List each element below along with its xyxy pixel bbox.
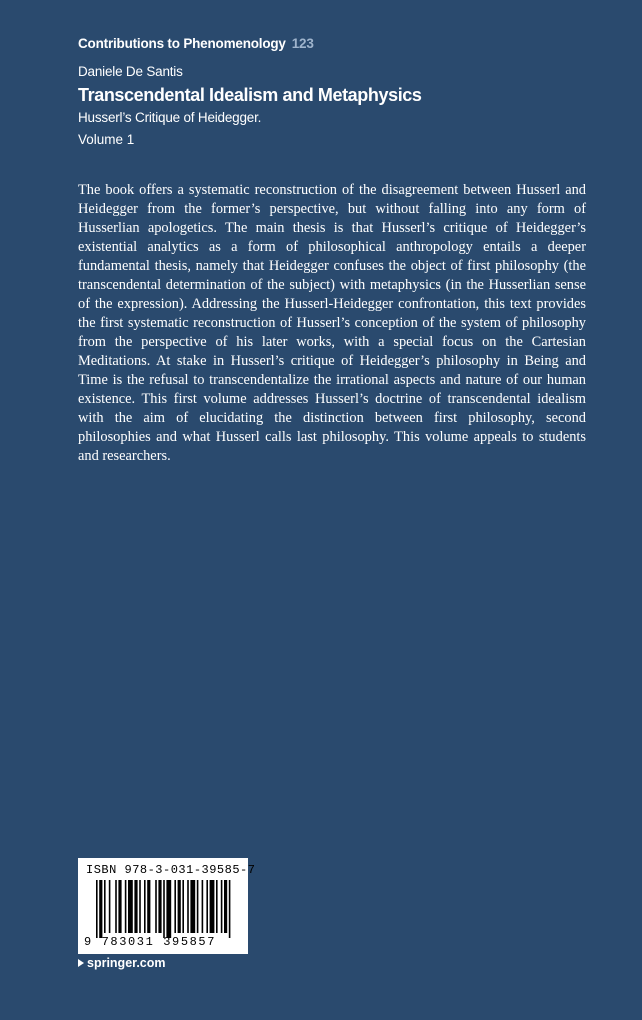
barcode-bar: [187, 880, 189, 933]
book-description: The book offers a systematic reconstruction of the disagreement between Husserl and Heidegger from the former’s perspective, but without falling into any form of Husserlian apologetics. The main thesis is that Husserl’s critique of Heidegger’s existential analytics as a form of philosophical anthropology entails a deeper fundamental thesis, namely that Heidegger confuses the object of first philosophy (the transcendental determination of the subject) with metaphysics (in the Husserlian sense of the expression). Addressing the Husserl-Heidegger confrontation, this text provides the first systematic reconstruction of Husserl’s conception of the system of philosophy from the perspective of his later works, with a special focus on the Cartesian Meditations. At stake in Husserl’s critique of Heidegger’s philosophy in Being and Time is the refusal to transcendentalize the irrational aspects and nature of our human existence. This first volume addresses Husserl’s doctrine of transcendental idealism with the aim of elucidating the distinction between first philosophy, second philosophies and what Husserl calls last philosophy. This volume appeals to students and researchers.: [78, 182, 586, 464]
author-name: Daniele De Santis: [78, 64, 183, 79]
barcode-bar: [125, 880, 127, 933]
barcode-bar: [166, 880, 171, 938]
book-title: Transcendental Idealism and Metaphysics: [78, 85, 422, 105]
barcode-bar: [109, 880, 111, 933]
barcode-bar: [134, 880, 137, 933]
barcode-digits: 9 783031 395857: [84, 935, 217, 949]
barcode-bar: [115, 880, 117, 933]
barcode-bar: [144, 880, 146, 933]
barcode-bar: [206, 880, 208, 933]
isbn-barcode: [78, 858, 256, 954]
barcode-bar: [229, 880, 231, 938]
series-name: Contributions to Phenomenology: [78, 36, 286, 51]
barcode-bar: [221, 880, 223, 933]
barcode-bar: [96, 880, 98, 938]
barcode-bar: [174, 880, 176, 933]
arrow-icon: [78, 959, 84, 967]
barcode-bar: [104, 880, 106, 933]
barcode-bar: [178, 880, 181, 933]
barcode-bar: [202, 880, 204, 933]
barcode-bar: [128, 880, 133, 933]
publisher-link-label: springer.com: [87, 956, 166, 970]
series-line: [78, 36, 314, 51]
publisher-link[interactable]: [78, 956, 166, 970]
series-number: 123: [291, 36, 314, 51]
barcode-bar: [163, 880, 165, 938]
barcode-bar: [224, 880, 227, 933]
barcode-bar: [216, 880, 218, 933]
barcode-bar: [147, 880, 150, 933]
barcode-bar: [118, 880, 121, 933]
barcode-bar: [182, 880, 184, 933]
isbn-label: ISBN 978-3-031-39585-7: [86, 863, 256, 877]
volume-label: Volume 1: [78, 132, 135, 147]
barcode-bar: [190, 880, 195, 933]
barcode-bar: [99, 880, 102, 938]
barcode-bar: [197, 880, 199, 933]
barcode-bar: [155, 880, 157, 933]
barcode-bar: [139, 880, 141, 933]
barcode-bar: [210, 880, 215, 933]
book-subtitle: Husserl’s Critique of Heidegger.: [78, 110, 262, 125]
barcode-bar: [158, 880, 161, 933]
